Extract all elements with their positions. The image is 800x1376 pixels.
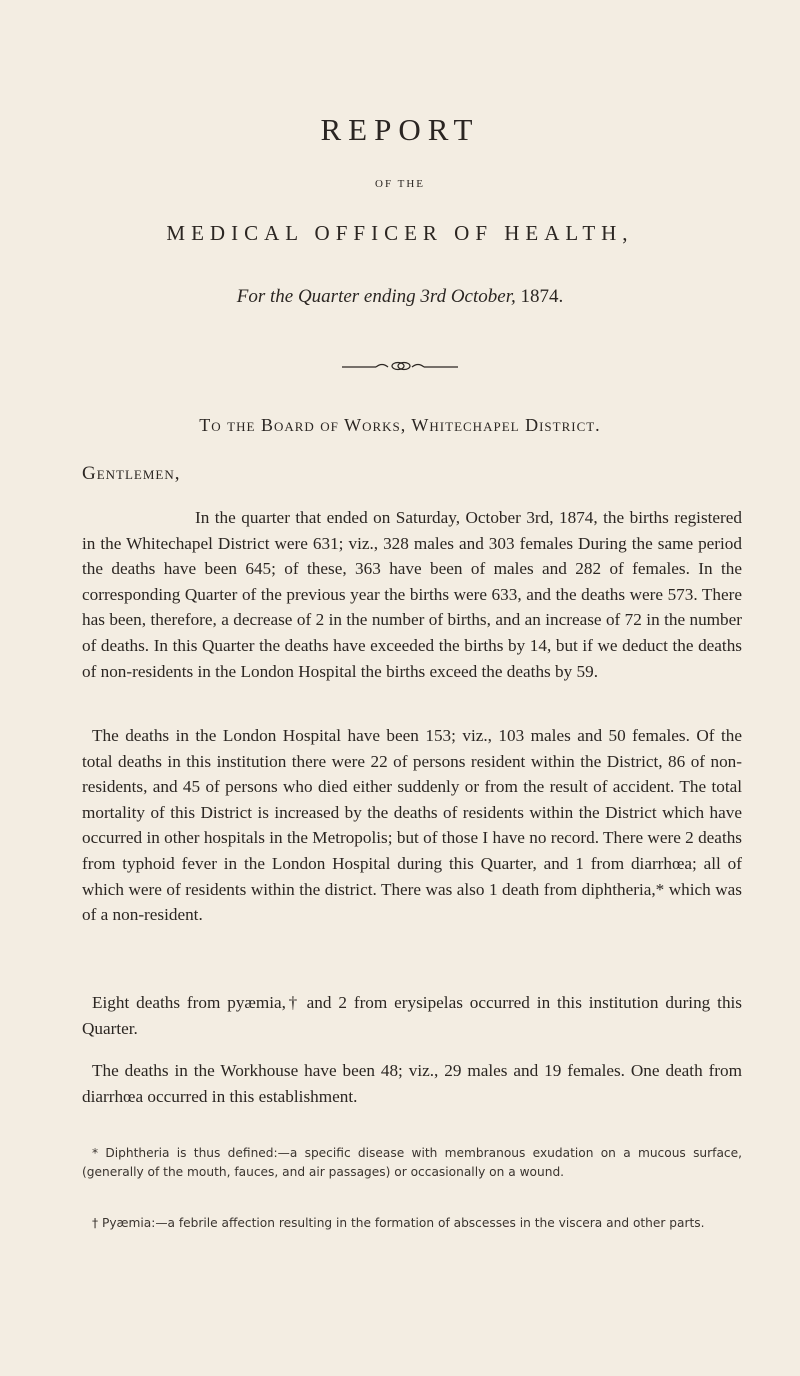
paragraph-pyaemia: Eight deaths from pyæmia,† and 2 from erysipelas occurred in this institution during this Quarter. bbox=[82, 993, 742, 1038]
paragraph-births-deaths: In the quarter that ended on Saturday, October 3rd, 1874, the births registered in the Whitechapel District were 631; viz., 328 males and 303 females During the same period the deaths have been 645; of these, 363 have been of males and 282 of females. In the corresponding Quarter of the previous year the births were 633, and the deaths were 573. There has been, therefore, a decrease of 2 in the number of births, and an increase of 72 in the number of deaths. In this Quarter the deaths have exceeded the births by 14, but if we deduct the deaths of non-residents in the London Hospital the births exceed the deaths by 59. bbox=[82, 508, 742, 681]
salutation: Gentlemen, bbox=[82, 463, 181, 484]
quarter-line bbox=[0, 286, 800, 308]
paragraph-workhouse: The deaths in the Workhouse have been 48; viz., 29 males and 19 females. One death from diarrhœa occurred in this establishment. bbox=[82, 1061, 742, 1106]
quarter-year: 1874. bbox=[520, 286, 564, 307]
footnote-diphtheria: * Diphtheria is thus defined:—a specific disease with membranous exudation on a mucous surface, (generally of the mouth, fauces, and air passages) or occasionally on a wound. bbox=[82, 1146, 742, 1179]
of-the-line: OF THE bbox=[375, 178, 425, 190]
report-title: REPORT bbox=[320, 112, 480, 147]
paragraph-london-hospital: The deaths in the London Hospital have been 153; viz., 103 males and 50 females. Of the total deaths in this institution there were 22 of persons resident within the District, 86 of non-residents, and 45 of persons who died either suddenly or from the result of accident. The total mortality of this District is increased by the deaths of residents within the District which have occurred in other hospitals in the Metropolis; but of those I have no record. There were 2 deaths from typhoid fever in the London Hospital during this Quarter, and 1 from diarrhœa; all of which were of residents within the district. There was also 1 death from diphtheria,* which was of a non-resident. bbox=[82, 726, 742, 925]
quarter-prefix: For the Quarter ending 3rd October, bbox=[236, 286, 516, 307]
report-subtitle: MEDICAL OFFICER OF HEALTH, bbox=[166, 221, 634, 245]
ornament-divider-icon bbox=[342, 360, 458, 372]
footnote-pyaemia: † Pyæmia:—a febrile affection resulting in the formation of abscesses in the viscera and other parts. bbox=[92, 1216, 705, 1230]
address-line: To the Board of Works, Whitechapel District. bbox=[199, 415, 601, 435]
